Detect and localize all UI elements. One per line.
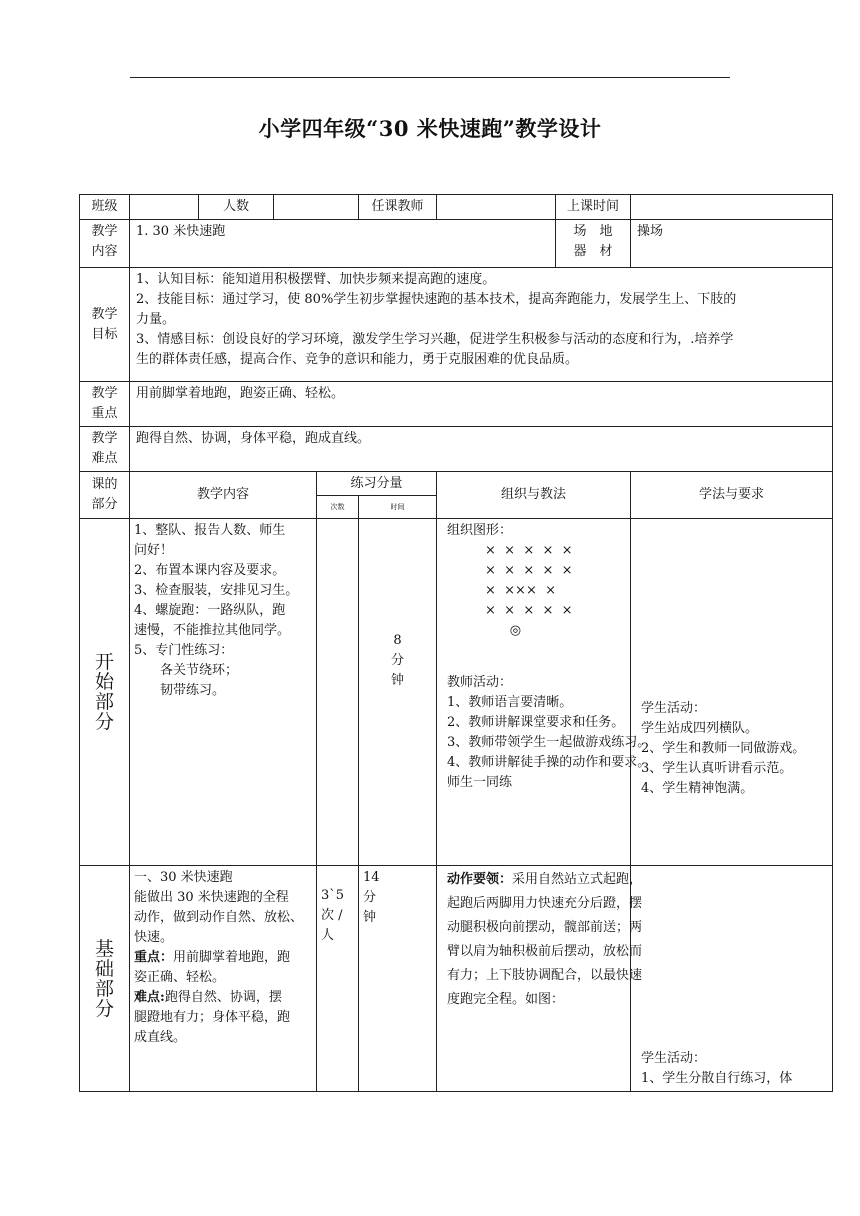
teacher-value[interactable] xyxy=(437,195,556,220)
time-label: 上课时间 xyxy=(556,195,631,220)
content-line: 1、整队、报告人数、师生 xyxy=(134,523,286,538)
load-header: 练习分量 xyxy=(317,472,437,496)
teacher-activity-line: 3、教师带领学生一起做游戏练习。 xyxy=(447,735,651,750)
time-value[interactable] xyxy=(631,195,833,220)
info-row xyxy=(80,195,833,220)
content-line: 问好！ xyxy=(134,543,174,558)
start-duration xyxy=(359,519,437,866)
content-line: 5、专门性练习： xyxy=(134,643,234,658)
venue-label xyxy=(556,220,631,268)
key-label: 重点： xyxy=(134,950,174,965)
objective-line: 1、认知目标：能知道用积极摆臂、加快步频来提高跑的速度。 xyxy=(136,272,496,287)
basic-org xyxy=(437,866,643,1092)
difficulty-label: 教学难点 xyxy=(80,427,130,472)
part-header: 课的部分 xyxy=(80,472,130,519)
count-value[interactable] xyxy=(274,195,359,220)
section-char: 分 xyxy=(94,711,114,733)
formation-row: × × × × × xyxy=(485,543,573,558)
difficulty-text: 成直线。 xyxy=(134,1030,187,1045)
basic-duration xyxy=(359,866,437,1092)
difficulty-text: 跑得自然、协调，摆 xyxy=(164,990,282,1005)
student-activity-line: 4、学生精神饱满。 xyxy=(641,781,754,796)
org-text: 度跑完全程。如图： xyxy=(447,992,565,1007)
times-header xyxy=(317,496,359,519)
content-line: 快速。 xyxy=(134,930,174,945)
org-text: 起跑后两脚用力快速充分后蹬，摆 xyxy=(447,896,643,911)
objectives-row xyxy=(80,268,833,382)
org-bold-label: 动作要领： xyxy=(447,872,513,887)
student-activity-line: 3、学生认真听讲看示范。 xyxy=(641,761,793,776)
content-label-text: 教学内容 xyxy=(91,224,118,259)
key-text: 用前脚掌着地跑，跑 xyxy=(173,950,291,965)
teacher-activity-line: 4、教师讲解徒手操的动作和要求。 xyxy=(447,755,651,770)
difficulty-row xyxy=(80,427,833,472)
key-point-value: 用前脚掌着地跑，跑姿正确、轻松。 xyxy=(130,382,833,427)
duration-char: 分 xyxy=(390,653,404,668)
student-activity-line: 学生站成四列横队。 xyxy=(641,721,759,736)
basic-content xyxy=(130,866,317,1092)
content-line: 速慢，不能推拉其他同学。 xyxy=(134,623,291,638)
org-text: 有力；上下肢协调配合，以最快速 xyxy=(447,968,643,983)
content-line: 能做出 30 米快速跑的全程 xyxy=(134,890,289,905)
venue-value: 操场 xyxy=(631,220,833,268)
student-activity-line: 2、学生和教师一同做游戏。 xyxy=(641,741,806,756)
column-header-row xyxy=(80,472,833,496)
duration-char: 钟 xyxy=(390,673,404,688)
org-line xyxy=(447,868,643,892)
objectives-label: 教学目标 xyxy=(80,268,130,382)
spacer xyxy=(447,641,626,673)
times-text: 人 xyxy=(321,928,335,943)
key-point-label: 教学重点 xyxy=(80,382,130,427)
times-text: 次 / xyxy=(321,908,343,923)
venue-label-line-1: 场 地 xyxy=(573,224,613,239)
method-header: 学法与要求 xyxy=(631,472,833,519)
teacher-activity-line: 2、教师讲解课堂要求和任务。 xyxy=(447,715,625,730)
section-char: 部 xyxy=(94,691,114,713)
times-header-text: 次数 xyxy=(330,503,345,511)
content-header: 教学内容 xyxy=(130,472,317,519)
section-char: 基 xyxy=(94,937,114,960)
content-label xyxy=(80,220,130,268)
objectives-body xyxy=(130,268,833,382)
teacher-activity-line: 1、教师语言要清晰。 xyxy=(447,695,573,710)
times-text: 3`5 xyxy=(321,888,345,903)
difficulty-line xyxy=(134,988,312,1008)
start-section-row xyxy=(80,519,833,866)
content-line: 韧带练习。 xyxy=(134,683,226,698)
difficulty-text: 腿蹬地有力；身体平稳，跑 xyxy=(134,1010,291,1025)
start-times xyxy=(317,519,359,866)
teacher-activity-line: 师生一同练 xyxy=(447,775,513,790)
start-org xyxy=(437,519,651,866)
objective-line: 3、情感目标：创设良好的学习环境，激发学生学习兴趣，促进学生积极参与活动的态度和行为，.培养学 xyxy=(136,332,734,347)
content-line: 2、布置本课内容及要求。 xyxy=(134,563,286,578)
objective-line: 生的群体责任感，提高合作、竞争的意识和能力，勇于克服困难的优良品质。 xyxy=(136,352,579,367)
venue-label-line-2: 器 材 xyxy=(573,244,613,259)
org-figure-label: 组织图形： xyxy=(447,523,513,538)
objective-line: 2、技能目标：通过学习，使 80%学生初步掌握快速跑的基本技术，提高奔跑能力，发展学生上、下肢的 xyxy=(136,292,737,307)
basic-section-name xyxy=(80,866,130,1092)
basic-method xyxy=(631,866,833,1092)
section-char: 开 xyxy=(94,651,114,673)
student-activity-line: 1、学生分散自行练习，体 xyxy=(641,1071,793,1086)
basic-times xyxy=(317,866,359,1092)
content-line: 各关节绕环； xyxy=(134,663,239,678)
teacher-activity-title: 教师活动： xyxy=(447,675,513,690)
difficulty-value: 跑得自然、协调，身体平稳，跑成直线。 xyxy=(130,427,833,472)
difficulty-label-inline: 难点: xyxy=(134,990,165,1005)
content-line: 一、30 米快速跑 xyxy=(134,870,233,885)
class-label: 班级 xyxy=(80,195,130,220)
start-content xyxy=(130,519,317,866)
content-line: 动作，做到动作自然、放松、 xyxy=(134,910,304,925)
section-char: 础 xyxy=(94,957,114,980)
objective-line: 力量。 xyxy=(136,312,176,327)
student-activity-title: 学生活动： xyxy=(641,701,707,716)
lesson-plan-table xyxy=(79,194,833,1092)
formation-row: × × × × × xyxy=(485,563,573,578)
section-char: 部 xyxy=(94,977,114,1000)
duration-header: 时间 xyxy=(359,496,437,519)
org-text: 采用自然站立式起跑， xyxy=(512,872,643,887)
section-char: 始 xyxy=(94,671,114,693)
org-text: 动腿积极向前摆动，髋部前送；两 xyxy=(447,920,643,935)
content-line: 4、螺旋跑：一路纵队，跑 xyxy=(134,603,286,618)
student-activity-title: 学生活动： xyxy=(641,1051,707,1066)
duration-text: 14 xyxy=(363,870,380,885)
duration-text: 钟 xyxy=(363,910,377,925)
org-header: 组织与教法 xyxy=(437,472,631,519)
count-label: 人数 xyxy=(199,195,274,220)
teacher-position-icon: ◎ xyxy=(485,623,522,638)
document-title: 小学四年级“30 米快速跑”教学设计 xyxy=(258,116,602,141)
teacher-label: 任课教师 xyxy=(359,195,437,220)
duration-text: 分 xyxy=(363,890,377,905)
key-point-line xyxy=(134,948,312,968)
content-value: 1. 30 米快速跑 xyxy=(130,220,556,268)
start-section-name xyxy=(80,519,130,866)
section-char: 分 xyxy=(94,997,114,1020)
header-rule xyxy=(130,77,730,78)
formation-row: × ××× × xyxy=(485,583,556,598)
basic-section-row xyxy=(80,866,833,1092)
formation-row: × × × × × xyxy=(485,603,573,618)
content-row xyxy=(80,220,833,268)
start-method xyxy=(631,519,833,866)
content-line: 3、检查服装，安排见习生。 xyxy=(134,583,299,598)
class-value[interactable] xyxy=(130,195,199,220)
key-text: 姿正确、轻松。 xyxy=(134,970,226,985)
key-point-row xyxy=(80,382,833,427)
duration-char: 8 xyxy=(393,633,402,648)
org-text: 臂以肩为轴积极前后摆动，放松而 xyxy=(447,944,643,959)
